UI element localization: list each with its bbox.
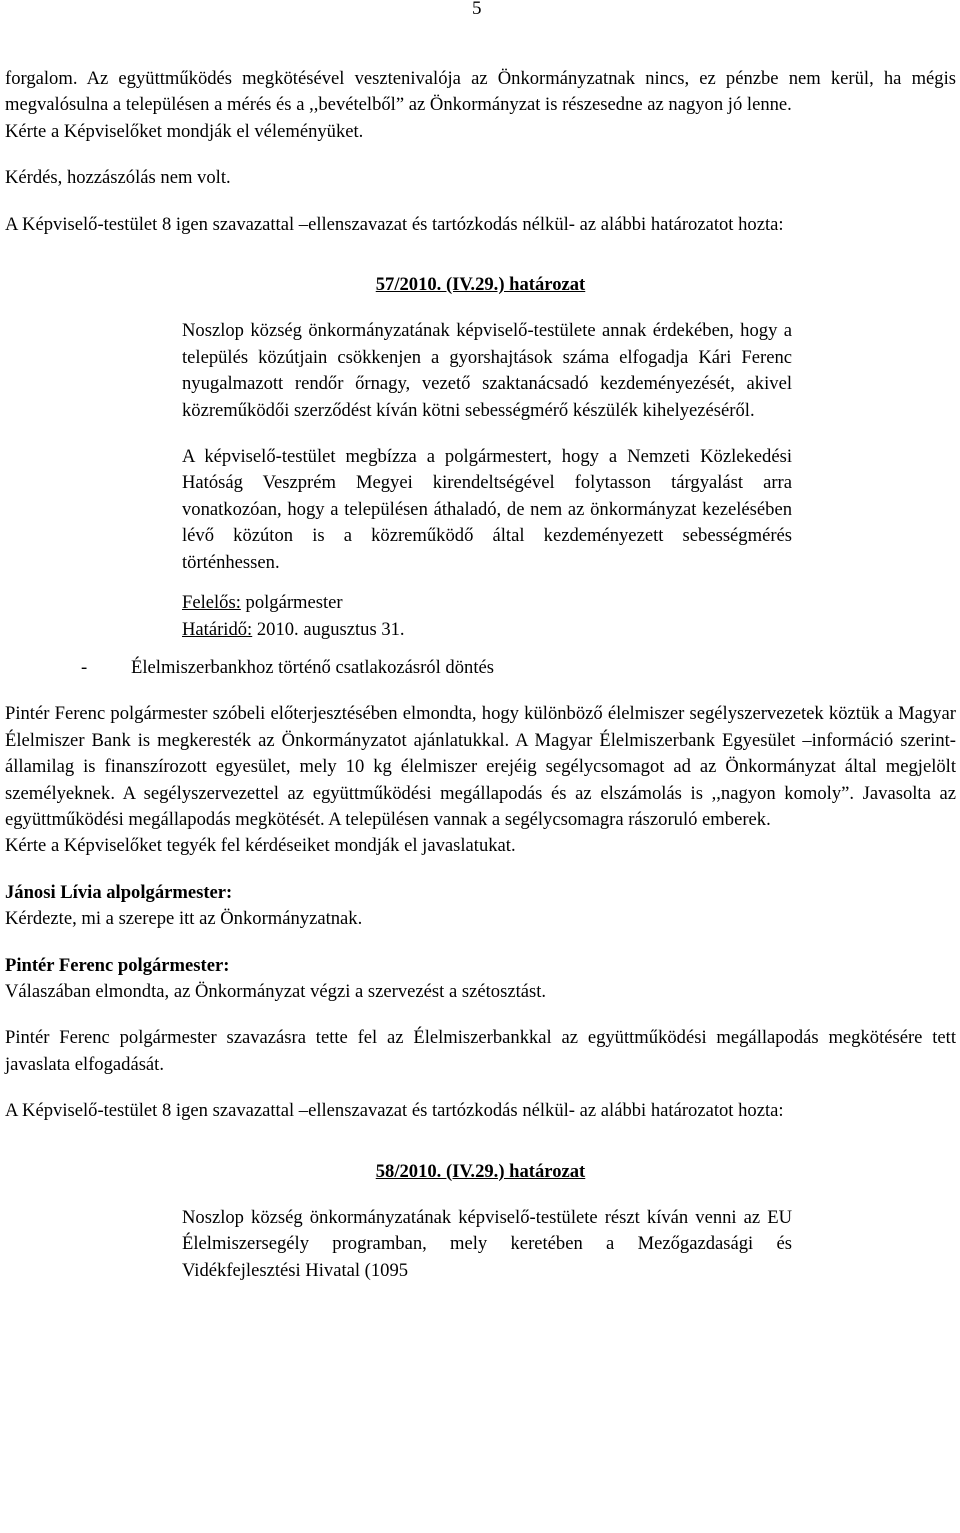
agenda-text: Élelmiszerbankhoz történő csatlakozásról döntés: [131, 656, 494, 678]
responsible-value: polgármester: [240, 592, 343, 614]
resolution-58-body: [182, 1205, 792, 1284]
speaker-pinter: Pintér Ferenc polgármester:: [5, 954, 230, 976]
paragraph-vote-2: A Képviselő-testület 8 igen szavazattal –ellenszavazat és tartózkodás nélkül- az alábbi határozatot hozta:: [5, 1100, 784, 1122]
resolution-58-title: 58/2010. (IV.29.) határozat: [375, 1160, 586, 1182]
resolution-57-deadline: [182, 617, 792, 643]
paragraph-forgalom: forgalom. Az együttműködés megkötésével vesztenivalója az Önkormányzatnak nincs, ez pénzbe nem kerül, ha mégis megvalósulna a településen a mérés és a ,,bevételből” az Önkormányzat is részesedne az nagyon jó lenne.: [5, 68, 956, 116]
agenda-item: [81, 655, 956, 681]
document-page: [5, 66, 956, 1284]
speaker-janosi-text: Kérdezte, mi a szerepe itt az Önkormányzatnak.: [5, 908, 363, 930]
paragraph-request-questions: Kérte a Képviselőket tegyék fel kérdéseiket mondják el javaslatukat.: [5, 835, 516, 857]
resolution-57-body: [182, 318, 792, 642]
responsible-label: Felelős:: [182, 592, 241, 614]
deadline-value: 2010. augusztus 31.: [252, 618, 405, 640]
deadline-label: Határidő:: [182, 618, 253, 640]
resolution-57-responsible: [182, 590, 792, 616]
paragraph-no-questions: Kérdés, hozzászólás nem volt.: [5, 167, 231, 189]
resolution-58-para1: Noszlop község önkormányzatának képviselő-testülete részt kíván venni az EU Élelmiszersegély programban, mely keretében a Mezőgazdasági és Vidékfejlesztési Hivatal (1095: [182, 1207, 792, 1281]
paragraph-vote-1: A Képviselő-testület 8 igen szavazattal –ellenszavazat és tartózkodás nélkül- az alábbi határozatot hozta:: [5, 213, 784, 235]
speaker-janosi: Jánosi Lívia alpolgármester:: [5, 881, 233, 903]
paragraph-request-opinions: Kérte a Képviselőket mondják el véleményüket.: [5, 120, 364, 142]
page-number: 5: [472, 0, 482, 19]
agenda-dash: -: [81, 656, 88, 678]
paragraph-food-bank: Pintér Ferenc polgármester szóbeli előterjesztésében elmondta, hogy különböző élelmiszer segélyszervezetek köztük a Magyar Élelmiszer Bank is megkeresték az Önkormányzatot ajánlatukkal. A Magyar Élelmiszerbank Egyesület –információ szerint- államilag is finanszírozott egyesület, mely 10 kg élelmiszer erejéig segélycsomagot ad az Önkormányzat által megjelölt személyeknek. A segélyszervezettel az együttműködési megállapodás és az elszámolás is ,,nagyon komoly”. Javasolta az együttműködési megállapodás megkötését. A településen vannak a segélycsomagra rászoruló emberek.: [5, 703, 956, 830]
resolution-57-title: 57/2010. (IV.29.) határozat: [375, 274, 586, 296]
resolution-57-para2: A képviselő-testület megbízza a polgármestert, hogy a Nemzeti Közlekedési Hatóság Veszprém Megyei kirendeltségével folytasson tárgyalást arra vonatkozóan, hogy a településen áthaladó, de nem az önkormányzat kezelésében lévő közúton is a közreműködő által kezdeményezett sebességmérés történhessen.: [182, 446, 792, 573]
paragraph-vote-proposal: Pintér Ferenc polgármester szavazásra tette fel az Élelmiszerbankkal az együttműködési megállapodás megkötésére tett javaslata elfogadását.: [5, 1027, 956, 1075]
speaker-pinter-text: Válaszában elmondta, az Önkormányzat végzi a szervezést a szétosztást.: [5, 980, 547, 1002]
resolution-57-para1: Noszlop község önkormányzatának képviselő-testülete annak érdekében, hogy a település közútjain csökkenjen a gyorshajtások száma elfogadja Kári Ferenc nyugalmazott rendőr őrnagy, vezető szaktanácsadó kezdeményezését, akivel közreműködői szerződést kíván kötni sebességmérő készülék kihelyezéséről.: [182, 320, 792, 421]
